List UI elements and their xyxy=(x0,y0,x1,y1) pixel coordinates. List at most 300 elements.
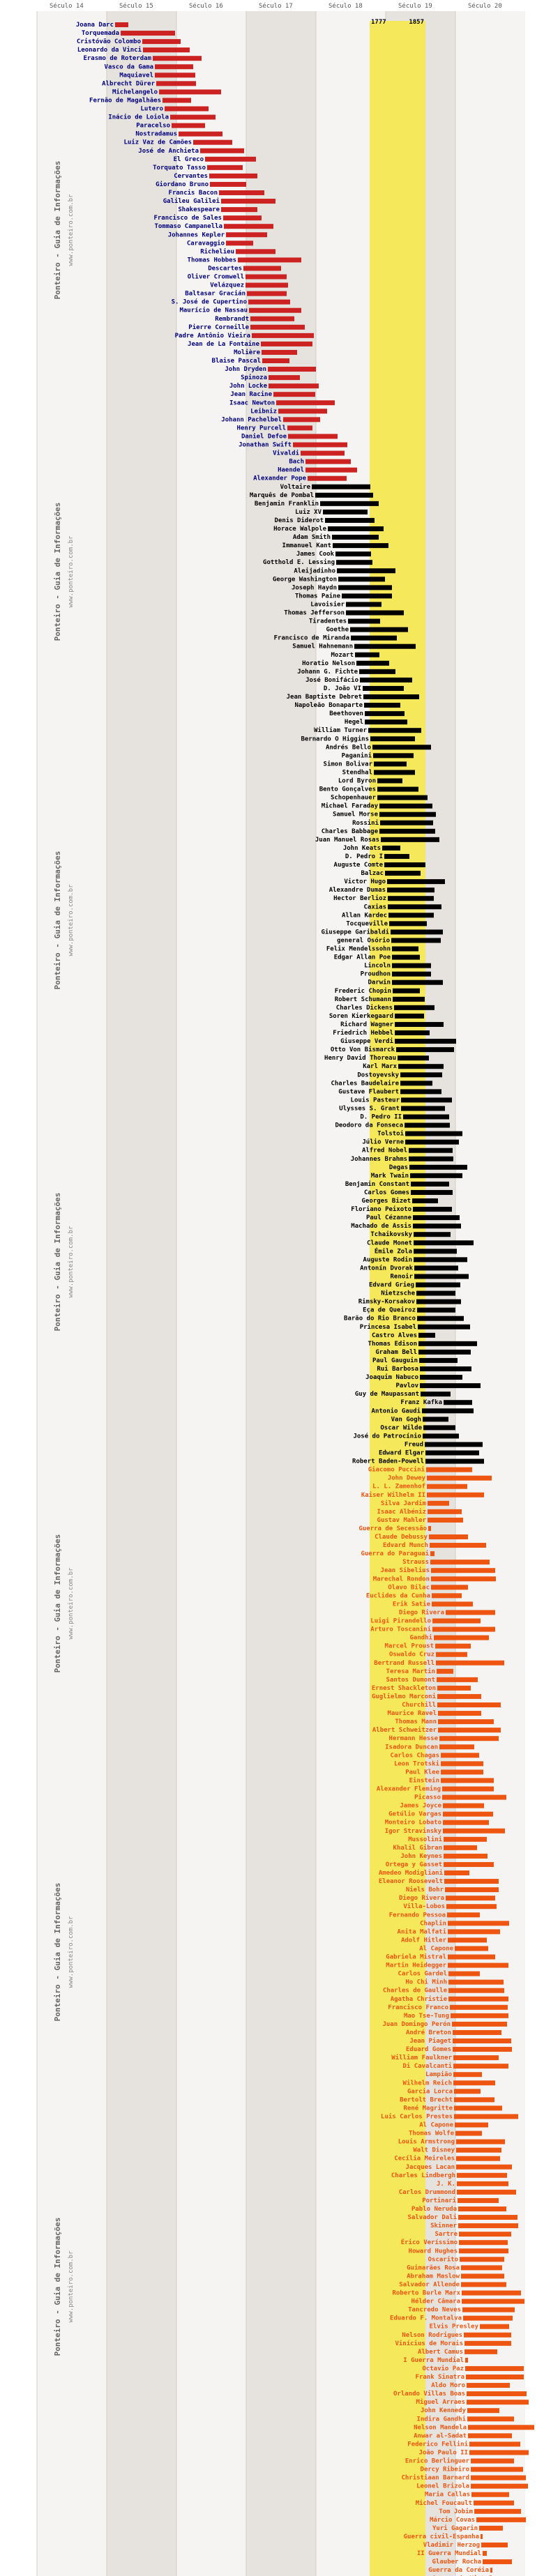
lifespan-bar xyxy=(395,1039,456,1044)
lifespan-label: Agatha Christie xyxy=(390,1995,447,2003)
lifespan-label: Albert Camus xyxy=(417,2348,463,2356)
lifespan-label: Bernardo O Higgins xyxy=(301,736,369,743)
lifespan-label: general Osório xyxy=(337,937,390,945)
lifespan-label: Eleanor Roosevelt xyxy=(378,1878,443,1886)
lifespan-bar xyxy=(409,1165,467,1170)
lifespan-bar xyxy=(469,2450,529,2455)
lifespan-label: Erasmo de Roterdam xyxy=(83,55,151,63)
lifespan-label: Nietzsche xyxy=(381,1290,415,1297)
lifespan-label: John Keynes xyxy=(400,1852,442,1860)
lifespan-label: Charles Lindbergh xyxy=(391,2172,455,2179)
lifespan-label: L. L. Zamenhof xyxy=(372,1483,425,1491)
lifespan-bar xyxy=(374,770,415,775)
lifespan-bar xyxy=(418,1333,435,1338)
lifespan-bar xyxy=(416,1291,455,1296)
lifespan-label: Vinícius de Morais xyxy=(395,2340,463,2347)
lifespan-bar xyxy=(462,2291,521,2296)
lifespan-label: Guerra de Secessão xyxy=(358,1525,427,1532)
highlight-start-label: 1777 xyxy=(371,19,386,26)
lifespan-bar xyxy=(384,854,409,859)
lifespan-label: Strauss xyxy=(402,1559,429,1567)
lifespan-label: Charles Dickens xyxy=(335,1004,393,1012)
lifespan-label: Al Capone xyxy=(419,1945,453,1953)
lifespan-bar xyxy=(262,350,297,355)
lifespan-bar xyxy=(200,148,244,153)
lifespan-bar xyxy=(418,1350,471,1355)
lifespan-label: Luiz Vaz de Camões xyxy=(123,139,192,146)
lifespan-label: George Washington xyxy=(272,576,337,584)
lifespan-label: Marcel Proust xyxy=(384,1643,434,1650)
lifespan-label: Luis Carlos Prestes xyxy=(381,2113,453,2121)
lifespan-label: Paracelso xyxy=(136,122,170,130)
lifespan-label: Jean de La Fontaine xyxy=(188,340,259,348)
lifespan-label: Joaquim Nabuco xyxy=(365,1374,418,1382)
lifespan-label: Churchill xyxy=(402,1702,436,1709)
lifespan-bar xyxy=(359,669,395,674)
lifespan-bar xyxy=(219,190,264,195)
lifespan-bar xyxy=(471,2467,523,2472)
lifespan-bar xyxy=(480,2324,509,2329)
lifespan-bar xyxy=(431,1568,495,1573)
lifespan-label: João Paulo II xyxy=(418,2449,468,2457)
watermark-title: Ponteiro - Guia de Informações xyxy=(53,851,62,990)
lifespan-bar xyxy=(287,425,312,430)
lifespan-label: Anwar al-Sadat xyxy=(414,2432,467,2440)
lifespan-bar xyxy=(431,1585,468,1590)
lifespan-label: Einstein xyxy=(409,1777,439,1785)
lifespan-bar xyxy=(401,1106,445,1111)
lifespan-bar xyxy=(448,1972,480,1976)
lifespan-label: Charles Baudelaire xyxy=(331,1080,399,1088)
lifespan-bar xyxy=(379,804,432,809)
lifespan-label: Jacques Lacan xyxy=(405,2163,455,2171)
lifespan-bar xyxy=(205,157,256,162)
lifespan-bar xyxy=(153,56,202,61)
lifespan-bar xyxy=(179,132,222,137)
lifespan-label: D. João VI xyxy=(323,685,361,692)
lifespan-label: Guglielmo Marconi xyxy=(371,1693,436,1700)
lifespan-label: Oswaldo Cruz xyxy=(388,1651,435,1659)
lifespan-bar xyxy=(426,1468,472,1472)
lifespan-label: II Guerra Mundial xyxy=(416,2550,481,2558)
lifespan-bar xyxy=(414,1232,451,1237)
lifespan-label: Frank Sinatra xyxy=(415,2374,464,2381)
lifespan-bar xyxy=(439,1744,474,1749)
lifespan-bar xyxy=(411,1182,449,1187)
lifespan-label: Carlos Chagas xyxy=(390,1752,439,1760)
lifespan-bar xyxy=(422,1408,474,1413)
lifespan-bar xyxy=(368,728,421,733)
lifespan-label: Hermann Hesse xyxy=(388,1735,438,1743)
lifespan-label: Albert Schweitzer xyxy=(372,1727,437,1735)
lifespan-label: Frederic Chopin xyxy=(334,987,391,995)
lifespan-bar xyxy=(444,1879,499,1884)
lifespan-label: Diego Rivera xyxy=(398,1609,444,1617)
lifespan-label: Jean Sibelius xyxy=(380,1567,430,1575)
lifespan-label: Roberto Burle Marx xyxy=(392,2289,460,2297)
lifespan-bar xyxy=(245,283,288,288)
lifespan-bar xyxy=(414,1274,469,1279)
lifespan-bar xyxy=(288,434,338,439)
lifespan-label: Ortega y Gasset xyxy=(385,1861,442,1868)
lifespan-bar xyxy=(391,929,443,934)
lifespan-bar xyxy=(437,1702,501,1707)
lifespan-label: Van Gogh xyxy=(391,1416,421,1424)
lifespan-bar xyxy=(261,342,312,346)
lifespan-label: Benjamin Franklin xyxy=(254,500,319,508)
lifespan-label: Bertolt Brecht xyxy=(400,2096,453,2104)
lifespan-label: Graham Bell xyxy=(375,1348,417,1356)
lifespan-bar xyxy=(400,1081,432,1085)
lifespan-bar xyxy=(467,2408,499,2413)
highlight-end-label: 1857 xyxy=(409,19,424,26)
lifespan-bar xyxy=(457,2173,507,2178)
lifespan-label: Michel Foucault xyxy=(415,2499,472,2507)
lifespan-bar xyxy=(308,476,347,481)
lifespan-label: Olavo Bilac xyxy=(388,1584,430,1592)
lifespan-label: Enrico Berlinguer xyxy=(405,2457,469,2465)
lifespan-bar xyxy=(245,275,287,280)
lifespan-bar xyxy=(170,115,216,120)
lifespan-label: Federico Fellini xyxy=(407,2441,468,2448)
lifespan-bar xyxy=(226,241,253,245)
lifespan-bar xyxy=(380,821,433,825)
lifespan-label: Guimarães Rosa xyxy=(407,2264,460,2272)
lifespan-label: Robert Schumann xyxy=(334,996,391,1003)
lifespan-label: Molière xyxy=(234,349,260,356)
lifespan-bar xyxy=(249,308,301,313)
lifespan-label: Maurice Ravel xyxy=(387,1710,437,1718)
lifespan-label: Joana Darc xyxy=(75,22,114,29)
lifespan-bar xyxy=(481,2534,483,2539)
lifespan-label: Isaac Newton xyxy=(229,399,275,407)
lifespan-bar xyxy=(465,2366,524,2371)
lifespan-label: Blaise Pascal xyxy=(211,358,261,365)
lifespan-label: Di Cavalcanti xyxy=(402,2063,452,2071)
lifespan-bar xyxy=(467,2391,527,2396)
lifespan-label: Richelieu xyxy=(200,248,234,256)
lifespan-label: Samuel Hahnemann xyxy=(292,643,353,650)
lifespan-label: Guerra civil-Espanha xyxy=(403,2533,479,2540)
lifespan-label: Hegel xyxy=(344,719,363,726)
lifespan-bar xyxy=(273,392,315,397)
axis-tick-label: Século 15 xyxy=(119,3,153,10)
lifespan-bar xyxy=(403,1115,449,1120)
lifespan-bar xyxy=(476,2517,526,2522)
lifespan-label: Al Capone xyxy=(419,2121,453,2129)
lifespan-label: Garcia Lorca xyxy=(407,2088,453,2096)
lifespan-label: Abraham Maslow xyxy=(407,2273,460,2280)
lifespan-label: Haendel xyxy=(278,466,304,474)
lifespan-label: Thomas Hobbes xyxy=(187,257,236,264)
lifespan-label: Alexandre Dumas xyxy=(328,887,386,894)
lifespan-label: Thomas Jefferson xyxy=(284,609,345,617)
lifespan-bar xyxy=(325,518,375,523)
lifespan-label: Pablo Neruda xyxy=(411,2206,457,2213)
lifespan-label: Ho Chi Minh xyxy=(405,1979,447,1986)
lifespan-bar xyxy=(448,1929,500,1934)
lifespan-bar xyxy=(439,1736,499,1741)
lifespan-label: Monteiro Lobato xyxy=(384,1819,441,1827)
lifespan-label: Thomas Wolfe xyxy=(408,2130,454,2137)
lifespan-bar xyxy=(462,2308,515,2312)
lifespan-label: Nelson Rodrigues xyxy=(402,2331,462,2339)
lifespan-bar xyxy=(432,1627,495,1632)
lifespan-bar xyxy=(453,2080,495,2085)
lifespan-bar xyxy=(471,2476,526,2480)
lifespan-bar xyxy=(413,1224,461,1228)
lifespan-label: Thomas Mann xyxy=(395,1718,437,1726)
lifespan-label: Tom Jobim xyxy=(439,2508,473,2515)
lifespan-label: Gabriela Mistral xyxy=(386,1953,446,1961)
lifespan-label: Louis Armstrong xyxy=(398,2138,455,2146)
lifespan-label: Lord Byron xyxy=(338,777,376,785)
lifespan-label: Floriano Peixoto xyxy=(351,1206,411,1214)
lifespan-label: Franz Kafka xyxy=(400,1399,442,1407)
watermark-title: Ponteiro - Guia de Informações xyxy=(53,2217,62,2356)
lifespan-bar xyxy=(427,1484,467,1489)
lifespan-bar xyxy=(410,1173,462,1178)
lifespan-bar xyxy=(364,703,400,708)
lifespan-bar xyxy=(464,2349,497,2354)
lifespan-label: Gustave Flaubert xyxy=(338,1088,399,1096)
lifespan-bar xyxy=(463,2316,513,2321)
lifespan-label: Juan Domingo Perón xyxy=(382,2020,451,2028)
lifespan-bar xyxy=(471,2459,514,2464)
lifespan-label: Denis Diderot xyxy=(274,517,324,524)
lifespan-bar xyxy=(458,2223,518,2228)
lifespan-bar xyxy=(142,39,181,44)
lifespan-bar xyxy=(417,1308,455,1313)
lifespan-bar xyxy=(459,2232,511,2236)
lifespan-bar xyxy=(414,1240,474,1245)
lifespan-bar xyxy=(372,745,431,749)
lifespan-label: Hélder Câmara xyxy=(411,2298,460,2306)
lifespan-label: Friedrich Hebbel xyxy=(333,1030,393,1037)
lifespan-label: Elvis Presley xyxy=(429,2323,478,2331)
lifespan-label: Andrés Bello xyxy=(325,744,371,752)
lifespan-bar xyxy=(444,1854,488,1859)
lifespan-label: Freud xyxy=(404,1441,423,1449)
lifespan-bar xyxy=(444,1870,469,1875)
lifespan-bar xyxy=(441,1761,483,1766)
lifespan-label: Lutero xyxy=(140,105,163,113)
lifespan-label: Paul Klee xyxy=(405,1769,439,1776)
lifespan-bar xyxy=(409,1157,453,1161)
lifespan-bar xyxy=(388,904,441,909)
axis-tick-label: Século 20 xyxy=(468,3,502,10)
lifespan-bar xyxy=(427,1493,484,1497)
lifespan-label: Antonín Dvorak xyxy=(360,1265,413,1272)
lifespan-label: Leon Trotski xyxy=(393,1760,439,1768)
lifespan-bar xyxy=(455,2123,488,2128)
lifespan-bar xyxy=(458,2207,506,2211)
lifespan-label: Igor Stravinsky xyxy=(384,1827,441,1835)
lifespan-label: Oscar Wilde xyxy=(380,1424,422,1432)
lifespan-label: Carlos Gomes xyxy=(363,1189,409,1196)
lifespan-bar xyxy=(207,165,243,170)
axis-tick-label: Século 14 xyxy=(50,3,84,10)
lifespan-label: Giordano Bruno xyxy=(156,181,209,188)
lifespan-bar xyxy=(377,795,428,800)
lifespan-bar xyxy=(490,2568,492,2573)
lifespan-label: Cervantes xyxy=(174,172,208,180)
lifespan-label: Dostoyevsky xyxy=(357,1072,399,1079)
lifespan-bar xyxy=(393,997,425,1002)
lifespan-label: Oscarito xyxy=(428,2256,458,2264)
lifespan-label: Thomas Paine xyxy=(294,593,340,600)
lifespan-bar xyxy=(442,1787,494,1792)
lifespan-bar xyxy=(454,2089,481,2094)
lifespan-label: Chaplin xyxy=(420,1920,446,1928)
lifespan-label: Bach xyxy=(289,458,304,466)
lifespan-label: Velázquez xyxy=(210,282,244,289)
lifespan-bar xyxy=(442,1795,506,1800)
lifespan-bar xyxy=(360,678,412,683)
lifespan-label: Deodoro da Fonseca xyxy=(335,1122,403,1129)
lifespan-bar xyxy=(448,1921,509,1926)
lifespan-bar xyxy=(342,593,392,598)
lifespan-label: Daniel Defoe xyxy=(241,433,287,441)
lifespan-label: Schopenhauer xyxy=(330,794,376,802)
lifespan-bar xyxy=(454,2105,502,2110)
lifespan-label: Yuri Gagarin xyxy=(432,2524,478,2532)
lifespan-bar xyxy=(238,257,301,262)
lifespan-label: Karl Marx xyxy=(363,1063,397,1071)
lifespan-label: John Locke xyxy=(229,383,267,390)
lifespan-label: Alexander Pope xyxy=(253,475,306,482)
lifespan-bar xyxy=(428,1518,463,1523)
lifespan-bar xyxy=(437,1669,453,1674)
lifespan-label: Aleijadinho xyxy=(294,567,335,575)
lifespan-bar xyxy=(441,1753,479,1758)
lifespan-label: John Dryden xyxy=(225,366,266,374)
lifespan-label: Mao Tse-Tung xyxy=(403,2012,449,2020)
lifespan-label: Pavlov xyxy=(395,1382,418,1390)
lifespan-label: Horatio Nelson xyxy=(302,660,355,667)
lifespan-label: Charles Babbage xyxy=(321,828,378,835)
lifespan-bar xyxy=(405,1123,450,1128)
lifespan-bar xyxy=(453,2038,511,2043)
lifespan-label: Benjamin Constant xyxy=(345,1180,409,1188)
lifespan-bar xyxy=(377,787,418,792)
lifespan-bar xyxy=(413,1215,460,1220)
lifespan-bar xyxy=(432,1593,462,1598)
lifespan-bar xyxy=(467,2383,510,2388)
lifespan-bar xyxy=(455,1946,488,1951)
lifespan-label: Picasso xyxy=(414,1794,441,1801)
lifespan-bar xyxy=(221,207,257,212)
lifespan-bar xyxy=(305,468,357,473)
century-stripe xyxy=(104,11,176,2576)
lifespan-bar xyxy=(409,1148,453,1153)
lifespan-label: Stendhal xyxy=(342,769,372,777)
lifespan-label: Isaac Albéniz xyxy=(377,1508,426,1516)
lifespan-label: Voltaire xyxy=(280,483,310,491)
lifespan-bar xyxy=(456,2156,500,2161)
lifespan-label: Inácio de Loiola xyxy=(108,114,169,121)
lifespan-label: Guerra da Coréia xyxy=(428,2567,489,2575)
lifespan-bar xyxy=(156,81,196,86)
lifespan-bar xyxy=(412,1198,438,1203)
lifespan-bar xyxy=(155,64,193,69)
lifespan-label: Samuel Morse xyxy=(332,811,378,818)
lifespan-label: Nostradamus xyxy=(135,130,177,138)
watermark-title: Ponteiro - Guia de Informações xyxy=(53,502,62,641)
watermark-url: www.ponteiro.com.br xyxy=(68,1916,75,1988)
lifespan-bar xyxy=(468,2425,534,2430)
lifespan-label: Teresa Martin xyxy=(386,1668,435,1675)
watermark-url: www.ponteiro.com.br xyxy=(68,884,75,957)
lifespan-label: Claude Debussy xyxy=(375,1534,428,1541)
lifespan-bar xyxy=(392,955,420,960)
lifespan-bar xyxy=(373,753,414,758)
lifespan-label: Anita Malfati xyxy=(397,1928,446,1936)
lifespan-label: Mark Twain xyxy=(370,1172,409,1180)
lifespan-bar xyxy=(428,1526,431,1531)
lifespan-label: Immanuel Kant xyxy=(282,542,331,550)
lifespan-label: Ulysses S. Grant xyxy=(339,1105,400,1113)
lifespan-label: Vivaldi xyxy=(273,450,299,457)
lifespan-bar xyxy=(337,568,395,573)
lifespan-bar xyxy=(381,837,439,842)
axis-tick-label: Século 19 xyxy=(398,3,432,10)
lifespan-bar xyxy=(444,1862,494,1867)
lifespan-bar xyxy=(243,266,281,270)
lifespan-bar xyxy=(388,896,434,901)
lifespan-label: Aldo Moro xyxy=(431,2382,465,2390)
lifespan-bar xyxy=(312,485,370,489)
lifespan-label: Nelson Mandela xyxy=(414,2424,467,2432)
lifespan-bar xyxy=(471,2484,528,2489)
lifespan-label: Torquemada xyxy=(81,30,119,38)
lifespan-bar xyxy=(448,1963,508,1968)
lifespan-label: Niels Bohr xyxy=(405,1887,444,1894)
lifespan-label: Isadora Duncan xyxy=(385,1744,438,1751)
lifespan-label: Cristóvão Colombo xyxy=(76,38,141,46)
lifespan-label: Walt Disney xyxy=(413,2147,455,2154)
lifespan-bar xyxy=(393,989,420,993)
lifespan-bar xyxy=(446,1904,497,1909)
lifespan-bar xyxy=(365,719,407,724)
lifespan-label: Salvador Dali xyxy=(407,2214,457,2222)
lifespan-bar xyxy=(392,947,418,952)
lifespan-label: Leonardo da Vinci xyxy=(77,47,142,54)
lifespan-bar xyxy=(469,2441,520,2446)
watermark-url: www.ponteiro.com.br xyxy=(68,1226,75,1298)
lifespan-bar xyxy=(346,602,381,607)
lifespan-bar xyxy=(448,1997,508,2002)
lifespan-label: Maquiavel xyxy=(119,72,153,79)
lifespan-label: John Dewey xyxy=(387,1474,425,1482)
lifespan-bar xyxy=(413,1207,452,1212)
lifespan-bar xyxy=(209,174,257,178)
lifespan-bar xyxy=(435,1644,471,1649)
lifespan-bar xyxy=(143,47,190,52)
lifespan-bar xyxy=(389,921,427,926)
lifespan-bar xyxy=(395,1022,444,1027)
lifespan-bar xyxy=(262,358,289,363)
lifespan-bar xyxy=(464,2333,511,2338)
lifespan-label: Soren Kierkegaard xyxy=(328,1012,393,1020)
lifespan-label: Felix Mendelssohn xyxy=(326,945,391,953)
lifespan-label: D. Pedro II xyxy=(360,1113,402,1121)
lifespan-label: Márcio Covas xyxy=(429,2516,475,2524)
lifespan-bar xyxy=(444,1845,477,1850)
lifespan-bar xyxy=(443,1804,484,1808)
lifespan-bar xyxy=(226,232,267,237)
lifespan-bar xyxy=(405,1131,462,1136)
